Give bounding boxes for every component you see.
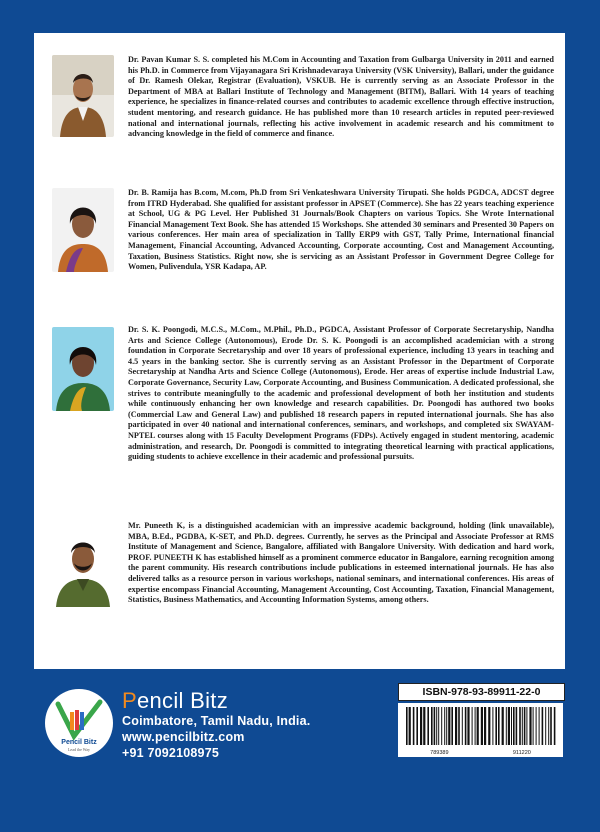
barcode-bar — [451, 707, 453, 745]
barcode-bar — [539, 707, 540, 745]
bio-text: Dr. S. K. Poongodi, M.C.S., M.Com., M.Phil., Ph.D., PGDCA, Assistant Professor of Corporate Secretaryship, Nandha Arts and Science College (Autonomous), Erode Dr. S. K. Poongodi is an accomplished academician with a strong foundation in Corporate Secretaryship and over 18 years of professional experience, including 13 years in teaching and 4.5 years in the banking sector. She is currently serving as an Assistant Professor in the Department of Corporate Secretaryship at Nandha Arts and Science College (Autonomous), Erode. Her areas of expertise include Industrial Law, Corporate Governance, Security Law, Corporate Accounting, and Business Communication. A dedicated professional, she strives to contribute meaningfully to the academic and professional development of both her institution and students while continuously enhancing her own knowledge and research capabilities. Dr. Poongodi has authored two books (Commercial Law and General Law) and published 18 research papers in reputed international journals. She has also participated in over 40 national and international conferences, seminars, and workshops, and completed six SWAYAM-NPTEL courses along with 15 Faculty Development Programs (FDPs). Actively engaged in student mentoring, academic administration, and research, Dr. Poongodi is committed to integrating theoretical learning with practical applications, guiding students to achieve excellence in their academic and professional pursuits. — [128, 325, 554, 462]
barcode-bar — [477, 707, 479, 745]
barcode-bar — [492, 707, 493, 745]
barcode-bar — [465, 707, 467, 745]
logo-text: Pencil Bitz — [61, 739, 97, 746]
barcode-bar — [495, 707, 497, 745]
barcode-bar — [511, 707, 512, 745]
bio-text: Dr. Pavan Kumar S. S. completed his M.Com in Accounting and Taxation from Gulbarga University in 2011 and earned his Ph.D. in Commerce from Vijayanagara Sri Krishnadevaraya University (VSK University), Ballari, under the guidance of Dr. Ramesh Olekar, Registrar (Evaluation), VSKUB. He is currently serving as an Associate Professor in the Department of MBA at Ballari Institute of Technology and Management (BITM), Ballari. With 14 years of teaching experience, he specializes in finance-related courses and contributes to academic excellence through effective instruction, student mentoring, and research guidance. He has published more than 10 research articles in reputed peer-reviewed national and international journals, reflecting his active involvement in academic research and his commitment to advancing knowledge in the field of commerce and finance. — [128, 55, 554, 139]
barcode-bar — [427, 707, 429, 745]
barcode-bar — [542, 707, 544, 745]
publisher-name — [122, 688, 228, 714]
barcode-bar — [508, 707, 510, 745]
barcode-digits-right: 911220 — [512, 750, 531, 756]
publisher-website: www.pencilbitz.com — [122, 730, 245, 744]
barcode-bar — [423, 707, 425, 745]
author-photo-ramija — [52, 188, 114, 272]
barcode-bar — [526, 707, 527, 745]
barcode-bar — [431, 707, 433, 745]
barcode-bar — [462, 707, 463, 745]
author-photo-poongodi — [52, 327, 114, 411]
barcode-bar — [488, 707, 490, 745]
publisher-name-accent: P — [122, 688, 137, 713]
bio-text: Dr. B. Ramija has B.com, M.com, Ph.D from Sri Venkateshwara University Tirupati. She holds PGDCA, ADCST degree from ITRD Hyderabad. She qualified for assistant professor in APSET (Commerce). She has 22 years teaching experience at School, UG & PG Level. Her Published 31 Journals/Book Chapters on various Topics. She Wrote International Financial Management Text Book. She has attended 15 Workshops. She attended 30 seminars and Presented 30 Papers on various conferences. Her main area of specialization in Tallly ERP9 with GST, Tally Prime, International financial Management, Financial Accounting, Advanced Accounting, Corporate accounting, Cost and Management Accounting, Taxation, Business Statistics. Right now, she is servicing as an Assistant Professor in Government Degree College for Women, Pulivendula, YSR Kadapa, AP. — [128, 188, 554, 272]
barcode-bar — [467, 707, 469, 745]
barcode-bar — [506, 707, 507, 745]
barcode-bar — [498, 707, 500, 745]
barcode-bar — [548, 707, 549, 745]
publisher-name-rest: encil Bitz — [136, 688, 229, 713]
barcode-bar — [438, 707, 439, 745]
barcode-bar — [416, 707, 418, 745]
barcode-bar — [533, 707, 534, 745]
pencil-bitz-logo — [44, 688, 114, 758]
barcode-bar — [522, 707, 523, 745]
bio-panel — [34, 33, 565, 669]
barcode-digits-left: 789389 — [430, 750, 449, 756]
barcode-bar — [516, 707, 518, 745]
barcode-bar — [536, 707, 537, 745]
barcode-bar — [406, 707, 408, 745]
barcode-bar — [484, 707, 486, 745]
barcode-bar — [475, 707, 476, 745]
barcode-bar — [524, 707, 526, 745]
barcode-bar — [545, 707, 546, 745]
barcode-bar — [413, 707, 415, 745]
bio-text: Mr. Puneeth K, is a distinguished academician with an impressive academic background, holding (link unavailable), MBA, B.Ed., PGDBA, K-SET, and Ph.D. degrees. Currently, he serves as the Principal and Associate Professor at RMS Institute of Management and Science, Bangalore, affiliated with Bangalore University. With dedication and hard work, PROF. PUNEETH K has established himself as a prominent commerce educator in Bangalore, earning recognition among the parent community. His research contributions include publications in esteemed international journals. He has also delivered talks as a resource person in various workshops, national seminars, and international conferences. His areas of expertise encompass Financial Accounting, Management Accounting, Cost Accounting, Taxation, Financial Management, Statistics, Business Mathematics, and Accounting Information Systems, among others. — [128, 521, 554, 605]
barcode-bar — [502, 707, 504, 745]
barcode-bar — [458, 707, 460, 745]
author-photo-pavan — [52, 55, 114, 137]
barcode-bar — [446, 707, 447, 745]
publisher-phone: +91 7092108975 — [122, 746, 219, 760]
barcode-bar — [513, 707, 515, 745]
barcode-bar — [519, 707, 521, 745]
isbn-label: ISBN-978-93-89911-22-0 — [398, 683, 565, 701]
barcode-bar — [554, 707, 556, 745]
barcode-bar — [434, 707, 436, 745]
barcode-bar — [472, 707, 473, 745]
publisher-location: Coimbatore, Tamil Nadu, India. — [122, 714, 311, 728]
barcode-bar — [529, 707, 531, 745]
barcode-bar — [455, 707, 457, 745]
logo-tagline: Lead the Way — [67, 747, 91, 752]
barcode-bar — [409, 707, 411, 745]
isbn-barcode — [398, 703, 563, 757]
barcode-bar — [481, 707, 483, 745]
barcode-bar — [444, 707, 445, 745]
barcode-bar — [550, 707, 552, 745]
barcode-bar — [420, 707, 422, 745]
barcode-bar — [436, 707, 437, 745]
author-photo-puneeth — [52, 523, 114, 607]
barcode-bar — [448, 707, 450, 745]
barcode-bar — [441, 707, 442, 745]
